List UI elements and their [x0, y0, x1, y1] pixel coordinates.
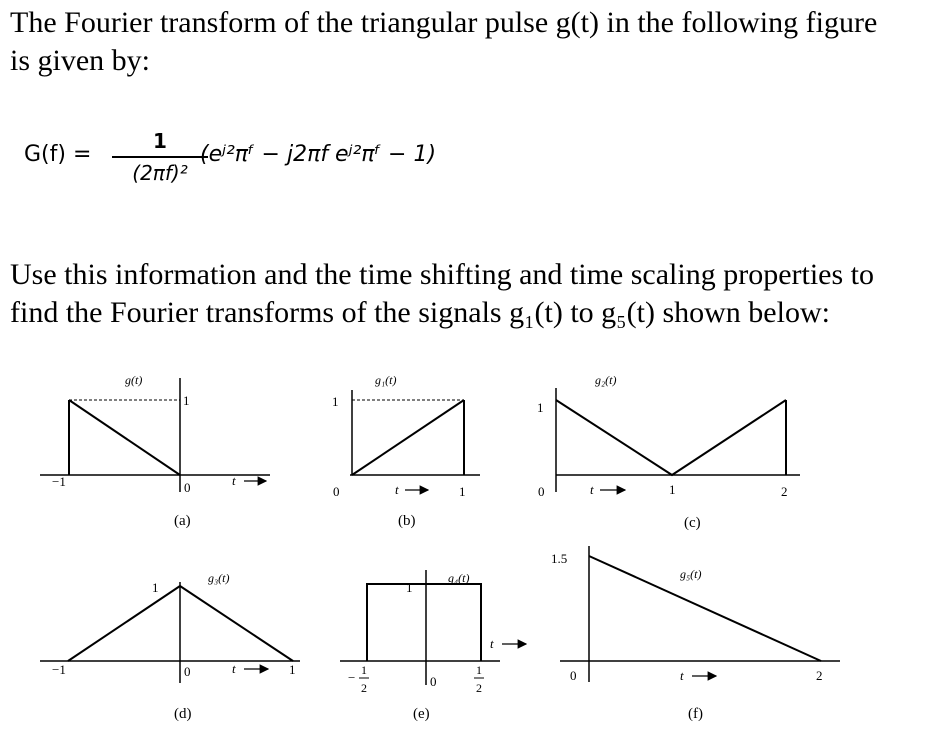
figure-f	[551, 546, 840, 722]
instruction-line-1: Use this information and the time shifting and time scaling properties to	[10, 258, 874, 291]
fig-a-time-label: t	[232, 473, 236, 488]
fig-f-tick-zero: 0	[570, 668, 577, 683]
fig-e-signal-label: g₄(t)	[448, 571, 470, 585]
figure-e	[340, 570, 526, 722]
fig-e-tick-right-num: 1	[476, 663, 482, 677]
fig-f-panel-label: (f)	[688, 706, 703, 722]
intro-line-2: is given by:	[10, 44, 150, 77]
fig-e-tick-left-num: 1	[361, 663, 367, 677]
fig-b-time-label: t	[395, 482, 399, 497]
fig-d-amp: 1	[152, 580, 159, 595]
formula-numerator: 1	[153, 129, 167, 153]
fig-a-tick-zero: 0	[184, 480, 191, 495]
intro-paragraph	[10, 4, 877, 80]
fig-b-tick-right: 1	[459, 484, 466, 499]
fig-e-time-label: t	[490, 636, 494, 651]
fig-e-tick-zero: 0	[430, 674, 437, 689]
figure-d	[40, 571, 300, 722]
fig-f-time-label: t	[680, 668, 684, 683]
fig-b-tick-zero: 0	[333, 484, 340, 499]
instruction-line-2: find the Fourier transforms of the signals g₁(t) to g₅(t) shown below:	[10, 296, 830, 329]
fig-d-signal-label: g₃(t)	[208, 571, 230, 585]
fig-d-tick-right: 1	[289, 662, 296, 677]
formula-denominator: (2πf)²	[132, 160, 188, 185]
formula-lhs: G(f) =	[24, 142, 92, 167]
signal-figures	[0, 360, 925, 729]
fig-d-tick-zero: 0	[184, 664, 191, 679]
svg-text:−: −	[348, 670, 356, 685]
figure-b	[332, 373, 480, 529]
fig-c-amp: 1	[537, 400, 544, 415]
figure-a	[40, 373, 270, 529]
fig-a-amp: 1	[183, 393, 190, 408]
fig-e-panel-label: (e)	[413, 706, 430, 722]
fraction-bar	[112, 156, 208, 158]
fig-d-tick-left: −1	[52, 662, 66, 677]
fig-d-panel-label: (d)	[174, 706, 192, 722]
fig-c-tick-right: 2	[781, 484, 788, 499]
fig-c-time-label: t	[590, 482, 594, 497]
fig-e-tick-left-den: 2	[361, 681, 367, 695]
fig-b-amp: 1	[332, 394, 339, 409]
fig-b-signal-label: g₁(t)	[375, 373, 397, 387]
fig-f-tick-right: 2	[816, 668, 823, 683]
fig-c-panel-label: (c)	[684, 515, 701, 531]
fig-a-signal-label: g(t)	[125, 373, 143, 387]
fig-c-signal-label: g₂(t)	[595, 373, 617, 387]
fig-e-tick-right-den: 2	[476, 681, 482, 695]
fig-f-amp: 1.5	[551, 551, 568, 566]
fig-d-time-label: t	[232, 661, 236, 676]
formula-fraction	[112, 128, 208, 186]
fig-e-amp: 1	[406, 580, 413, 595]
formula-rhs: (eʲ²πᶠ − j2πf eʲ²πᶠ − 1)	[200, 142, 437, 167]
fig-f-signal-label: g₅(t)	[680, 567, 702, 581]
fig-a-tick-left: −1	[52, 474, 66, 489]
intro-line-1: The Fourier transform of the triangular pulse g(t) in the following figure	[10, 6, 878, 39]
fig-b-panel-label: (b)	[398, 513, 416, 529]
fig-c-tick-zero: 0	[538, 484, 545, 499]
fig-c-tick-mid: 1	[669, 482, 676, 497]
instruction-paragraph	[10, 256, 874, 332]
figure-c	[537, 373, 800, 531]
fig-a-panel-label: (a)	[174, 513, 191, 529]
